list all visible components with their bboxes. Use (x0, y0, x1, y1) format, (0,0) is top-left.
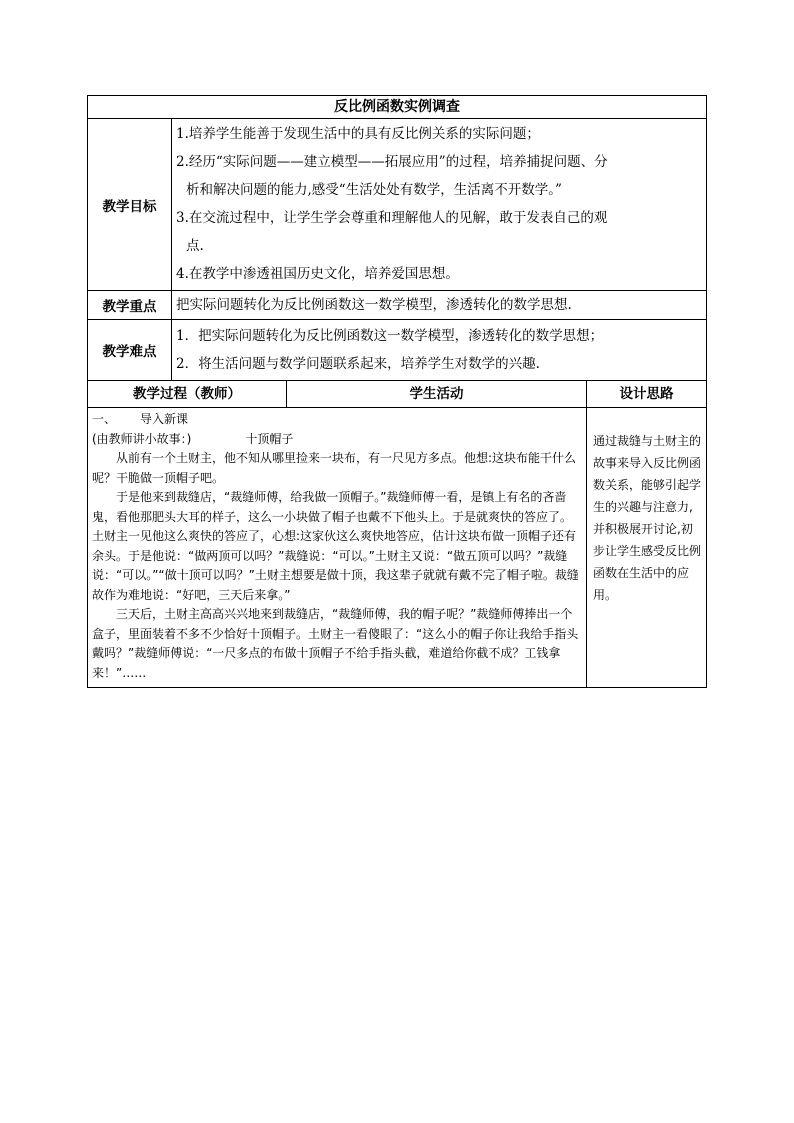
focus-label: 教学重点 (88, 291, 172, 320)
goal-item: 3.在交流过程中，让学生学会尊重和理解他人的见解，敢于发表自己的观 (176, 210, 608, 226)
teacher-column-header: 教学过程（教师） (88, 381, 287, 408)
section-title: 导入新课 (140, 412, 189, 426)
story-intro: (由教师讲小故事：) (92, 431, 192, 446)
story-paragraph: 从前有一个土财主，他不知从哪里捡来一块布，有一尺见方多点。他想:这块布能干什么呢？干脆做一顶帽子吧。 (92, 451, 577, 485)
difficulty-item: 1．把实际问题转化为反比例函数这一数学模型，渗透转化的数学思想； (176, 328, 604, 344)
goals-label: 教学目标 (88, 119, 172, 291)
story-intro-line (92, 430, 583, 450)
story-paragraph: 三天后，土财主高高兴兴地来到裁缝店，“裁缝师傅，我的帽子呢？”裁缝师傅捧出一个盒子，里面装着不多不少恰好十顶帽子。土财主一看傻眼了：“这么小的帽子你让我给手指头戴吗？”裁缝师傅说：“一尺多点的布做十顶帽子不给手指头截，难道给你截不成？工钱拿来！”…… (92, 607, 579, 680)
goal-item: 2.经历“实际问题——建立模型——拓展应用”的过程，培养捕捉问题、分 (176, 154, 608, 170)
story-paragraph: 于是他来到裁缝店，“裁缝师傅，给我做一顶帽子。”裁缝师傅一看，是镇上有名的吝啬鬼，看他那肥头大耳的样子，这么一小块做了帽子也戴不下他头上。于是就爽快的答应了。土财主一见他这么爽快的答应了，心想:这家伙这么爽快地答应，估计这块布做一顶帽子还有余头。于是他说：“做两顶可以吗？”裁缝说：“可以。”土财主又说：“做五顶可以吗？”裁缝说：“可以。”“做十顶可以吗？”土财主想要是做十顶，我这辈子就就有戴不完了帽子啦。裁缝故作为难地说：“好吧，三天后来拿。” (92, 490, 579, 602)
goal-item: 4.在教学中渗透祖国历史文化，培养爱国思想。 (176, 266, 459, 282)
section-heading (92, 410, 583, 430)
goal-item: 1.培养学生能善于发现生活中的具有反比例关系的实际问题； (176, 126, 540, 142)
lesson-plan-table (87, 95, 707, 688)
focus-row (88, 291, 707, 320)
goal-item: 析和解决问题的能力,感受“生活处处有数学，生活离不开数学。” (186, 182, 562, 198)
design-column-header: 设计思路 (587, 381, 707, 408)
focus-text: 把实际问题转化为反比例函数这一数学模型，渗透转化的数学思想. (172, 291, 707, 320)
teacher-process-content (88, 408, 587, 688)
difficulty-label: 教学难点 (88, 320, 172, 381)
page-title: 反比例函数实例调查 (88, 96, 707, 119)
title-row (88, 96, 707, 119)
process-row (88, 408, 707, 688)
goals-row (88, 119, 707, 291)
design-rationale: 通过裁缝与土财主的故事来导入反比例函数关系，能够引起学生的兴趣与注意力,并积极展开讨论,初步让学生感受反比例函数在生活中的应用。 (587, 408, 707, 688)
section-number: 一、 (92, 412, 117, 426)
difficulty-row (88, 320, 707, 381)
column-header-row (88, 381, 707, 408)
goal-item: 点. (186, 238, 204, 254)
story-title: 十顶帽子 (245, 431, 294, 446)
student-column-header: 学生活动 (287, 381, 587, 408)
goals-content (172, 119, 707, 291)
difficulty-item: 2．将生活问题与数学问题联系起来，培养学生对数学的兴趣. (176, 356, 540, 372)
difficulty-content (172, 320, 707, 381)
